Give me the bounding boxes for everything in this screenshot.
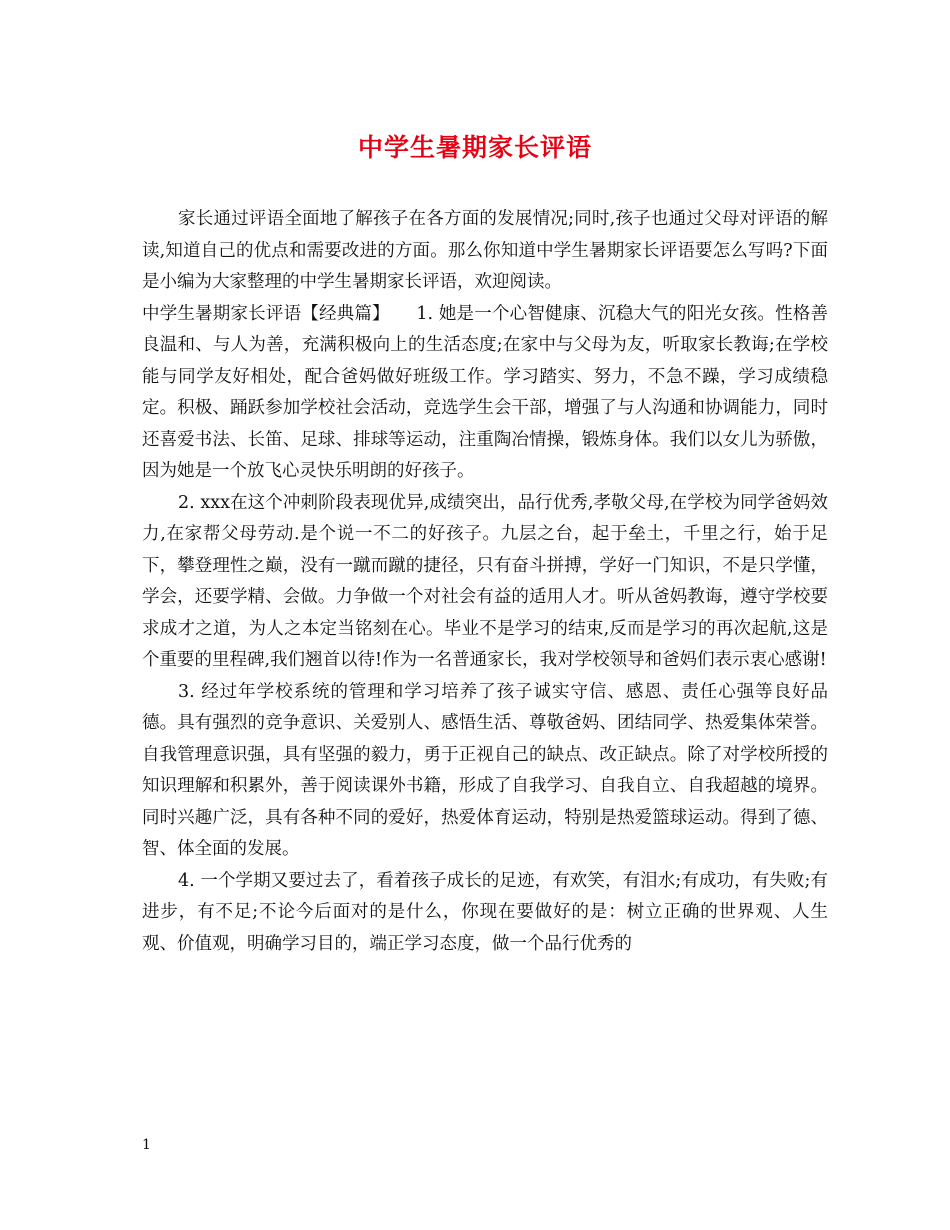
document-body xyxy=(142,204,828,960)
intro-paragraph: 家长通过评语全面地了解孩子在各方面的发展情况;同时,孩子也通过父母对评语的解读,知道自己的优点和需要改进的方面。那么你知道中学生暑期家长评语要怎么写吗?下面是小编为大家整理的中学生暑期家长评语，欢迎阅读。 xyxy=(142,209,828,292)
paragraph-2: 2. xxx在这个冲刺阶段表现优异,成绩突出，品行优秀,孝敬父母,在学校为同学爸妈效力,在家帮父母劳动.是个说一不二的好孩子。九层之台，起于垒土，千里之行，始于足下，攀登理性之巅，没有一蹴而蹴的捷径，只有奋斗拼搏，学好一门知识，不是只学懂，学会，还要学精、会做。力争做一个对社会有益的适用人才。听从爸妈教诲，遵守学校要求成才之道，为人之本定当铭刻在心。毕业不是学习的结束,反而是学习的再次起航,这是个重要的里程碑,我们翘首以待!作为一名普通家长，我对学校领导和爸妈们表示衷心感谢! xyxy=(142,492,828,670)
document-title: 中学生暑期家长评语 xyxy=(357,133,592,162)
paragraph-3: 3. 经过年学校系统的管理和学习培养了孩子诚实守信、感恩、责任心强等良好品德。具有强烈的竞争意识、关爱别人、感悟生活、尊敬爸妈、团结同学、热爱集体荣誉。自我管理意识强，具有坚强的毅力，勇于正视自己的缺点、改正缺点。除了对学校所授的知识理解和积累外，善于阅读课外书籍，形成了自我学习、自我自立、自我超越的境界。同时兴趣广泛，具有各种不同的爱好，热爱体育运动，特别是热爱篮球运动。得到了德、智、体全面的发展。 xyxy=(142,681,828,859)
page-number: 1 xyxy=(142,1137,151,1153)
paragraph-classic-1: 中学生暑期家长评语【经典篇】 1. 她是一个心智健康、沉稳大气的阳光女孩。性格善良温和、与人为善，充满积极向上的生活态度;在家中与父母为友，听取家长教诲;在学校能与同学友好相处，配合爸妈做好班级工作。学习踏实、努力，不急不躁，学习成绩稳定。积极、踊跃参加学校社会活动，竞选学生会干部，增强了与人沟通和协调能力，同时还喜爱书法、长笛、足球、排球等运动，注重陶冶情操，锻炼身体。我们以女儿为骄傲，因为她是一个放飞心灵快乐明朗的好孩子。 xyxy=(142,303,828,481)
paragraph-4: 4. 一个学期又要过去了，看着孩子成长的足迹，有欢笑，有泪水;有成功，有失败;有进步，有不足;不论今后面对的是什么，你现在要做好的是：树立正确的世界观、人生观、价值观，明确学习目的，端正学习态度，做一个品行优秀的 xyxy=(142,870,828,954)
